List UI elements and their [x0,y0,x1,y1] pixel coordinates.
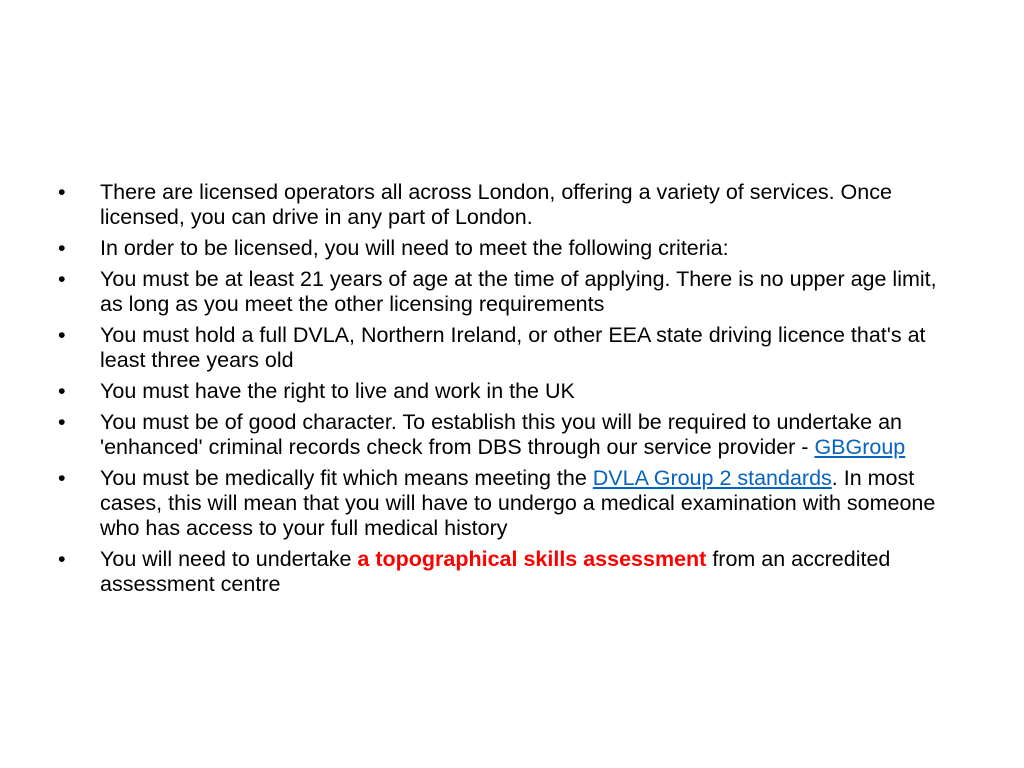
bullet-icon: • [58,379,66,403]
bullet-text: You must have the right to live and work in the UK [100,379,575,403]
bullet-text: You will need to undertake [100,547,358,571]
gbgroup-link[interactable]: GBGroup [814,435,906,459]
bullet-text-continued: from an accredited assessment centre [100,547,891,596]
bullet-text: You must be medically fit which means meeting the [100,466,593,490]
list-item [58,547,963,597]
bullet-icon: • [58,236,66,260]
bullet-icon: • [58,267,66,291]
list-item [58,410,963,460]
bullet-text: You must be of good character. To establish this you will be required to undertake an 'enhanced' criminal records check from DBS through our service provider - [100,410,902,459]
bullet-icon: • [58,180,66,204]
bullet-text-continued: . In most cases, this will mean that you will have to undergo a medical examination with someone who has access to your full medical history [100,466,936,540]
bullet-list [58,180,963,603]
bullet-text: You must be at least 21 years of age at the time of applying. There is no upper age limit, as long as you meet the other licensing requirements [100,267,937,316]
list-item [58,466,963,541]
bullet-icon: • [58,410,66,434]
bullet-text: In order to be licensed, you will need to meet the following criteria: [100,236,729,260]
dvla-group-2-link[interactable]: DVLA Group 2 standards [592,466,832,490]
bullet-icon: • [58,547,66,571]
bullet-icon: • [58,466,66,490]
bullet-icon: • [58,323,66,347]
bullet-text: You must hold a full DVLA, Northern Ireland, or other EEA state driving licence that's at least three years old [100,323,926,372]
list-item [58,323,963,373]
list-item [58,180,963,230]
list-item [58,236,963,261]
list-item [58,379,963,404]
bullet-text: There are licensed operators all across London, offering a variety of services. Once licensed, you can drive in any part of London. [100,180,892,229]
topographical-emphasis: a topographical skills assessment [357,547,707,571]
list-item [58,267,963,317]
